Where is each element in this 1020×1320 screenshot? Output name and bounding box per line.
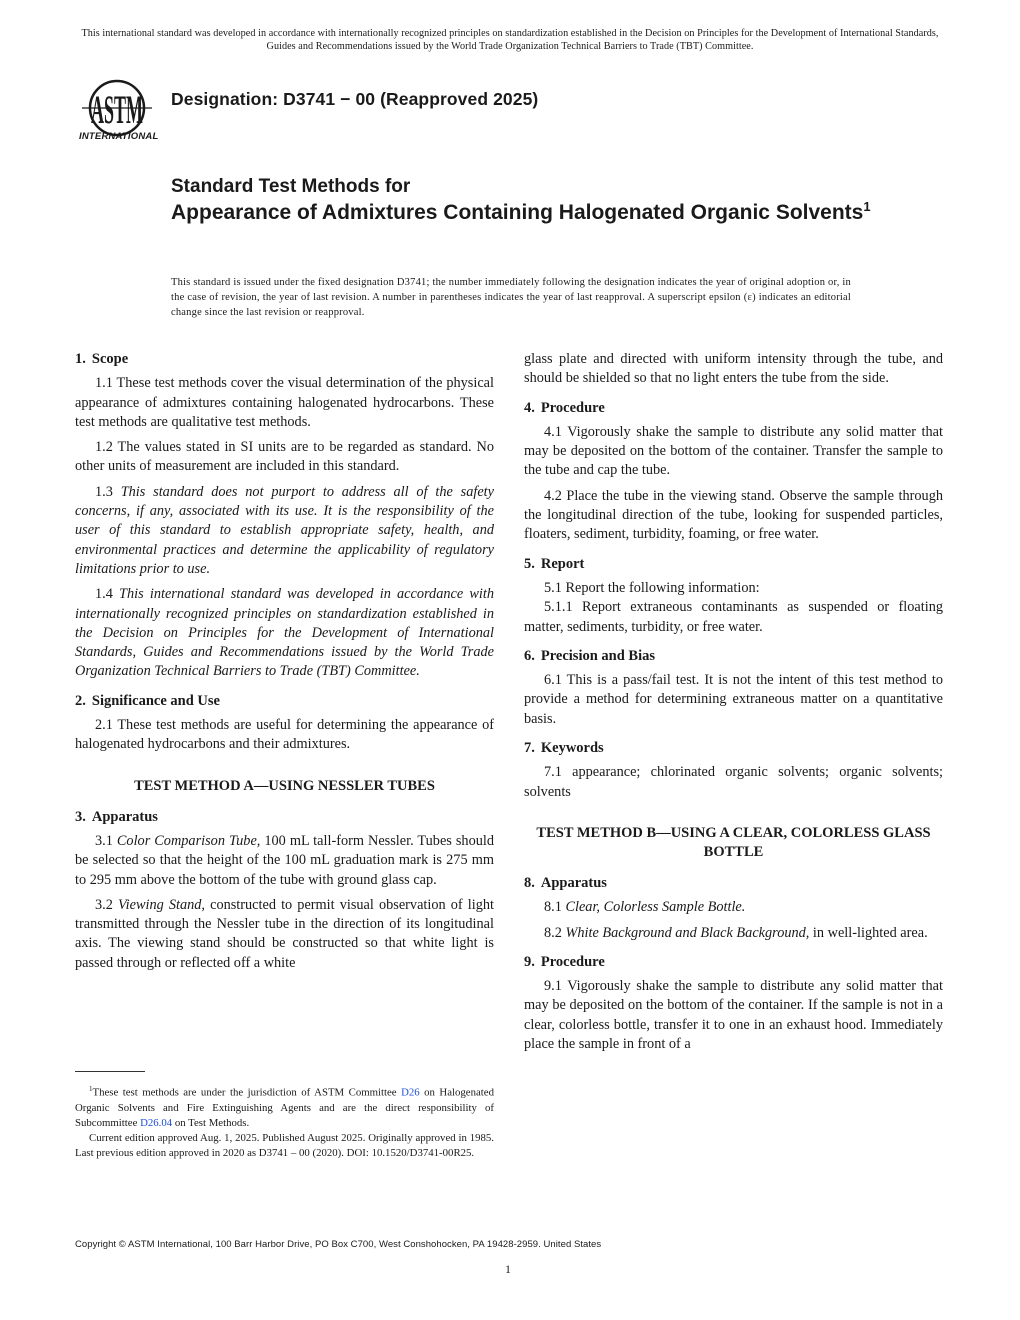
paragraph-9-1: 9.1 Vigorously shake the sample to distribute any solid matter that may be deposited on the bottom of the container. If the sample is not in a clear, colorless bottle, transfer it to one in an exhaust hood. Immediately place the sample in front of a — [524, 978, 943, 1053]
designation: Designation: D3741 − 00 (Reapproved 2025) — [171, 89, 539, 109]
section-title: Apparatus — [91, 808, 158, 825]
section-heading-report — [524, 555, 943, 574]
title-main-text: Appearance of Admixtures Containing Halogenated Organic Solvents — [171, 201, 864, 224]
footnote-edition: Current edition approved Aug. 1, 2025. Published August 2025. Originally approved in 1985. Last previous edition approved in 2020 as D3741 – 00 (2020). DOI: 10.1520/D3741-00R25. — [75, 1131, 494, 1159]
footnote-1 — [75, 1082, 494, 1131]
section-number: 5. — [524, 555, 535, 572]
section-heading-apparatus — [75, 808, 494, 827]
section-title: Apparatus — [540, 874, 607, 891]
para-number: 3.1 — [95, 832, 117, 849]
para-number: 8.1 — [544, 899, 566, 916]
paragraph-3-2-continued: glass plate and directed with uniform intensity through the tube, and should be shielded so that no light enters the tube from the side. — [524, 351, 943, 387]
footnote-text: on Halogenated Organic Solvents and Fire Extinguishing Agents and are the direct responsibility of Subcommittee — [75, 1086, 494, 1129]
right-column — [524, 350, 943, 1060]
paragraph-1-1: 1.1 These test methods cover the visual determination of the physical appearance of admixtures containing halogenated hydrocarbons. These test methods are qualitative test methods. — [75, 375, 494, 430]
section-number: 8. — [524, 874, 535, 891]
para-italic-term: Clear, Colorless Sample Bottle. — [565, 899, 746, 916]
section-number: 7. — [524, 740, 535, 757]
paragraph-1-4 — [75, 585, 494, 681]
title-footnote-mark: 1 — [863, 199, 871, 214]
subcommittee-link[interactable]: D26.04 — [140, 1116, 173, 1129]
issue-note: This standard is issued under the fixed designation D3741; the number immediately following the designation indicates the year of original adoption or, in the case of revision, the year of last revision. A number in parentheses indicates the year of last reapproval. A superscript epsilon (ε) indicates an editorial change since the last revision or reapproval. — [171, 277, 851, 318]
para-text: in well-lighted area. — [809, 924, 928, 941]
section-number: 2. — [75, 692, 86, 709]
copyright: Copyright © ASTM International, 100 Barr Harbor Drive, PO Box C700, West Conshohocken, PA 19428-2959. United States — [75, 1239, 602, 1250]
left-column — [75, 350, 494, 979]
method-a-heading: TEST METHOD A—USING NESSLER TUBES — [134, 777, 435, 794]
para-number: 8.2 — [544, 924, 566, 941]
paragraph-1-2: 1.2 The values stated in SI units are to be regarded as standard. No other units of measurement are included in this standard. — [75, 439, 494, 475]
para-italic-text: This standard does not purport to address all of the safety concerns, if any, associated with its use. It is the responsibility of the user of this standard to establish appropriate safety, health, and environmental practices and determine the applicability of regulatory limitations prior to use. — [75, 483, 494, 577]
paragraph-8-1 — [524, 898, 943, 917]
logo-letters: ASTM — [91, 86, 143, 132]
section-title: Precision and Bias — [540, 647, 656, 664]
section-heading-keywords — [524, 739, 943, 758]
section-title: Scope — [91, 351, 129, 367]
section-heading-procedure-b — [524, 953, 943, 972]
paragraph-3-1 — [75, 832, 494, 890]
section-heading-procedure — [524, 399, 943, 418]
section-heading-scope — [75, 350, 494, 369]
section-title: Significance and Use — [91, 692, 220, 709]
paragraph-3-2 — [75, 896, 494, 973]
section-number: 4. — [524, 399, 535, 416]
top-notice: This international standard was developed in accordance with internationally recognized principles on standardization established in the Decision on Principles for the Development of International Standards, Guides and Recommendations issued by the World Trade Organization Technical Barriers to Trade (TBT) Committee. — [81, 28, 939, 52]
paragraph-4-1: 4.1 Vigorously shake the sample to distribute any solid matter that may be deposited on the bottom of the container. Transfer the sample to the tube and cap the tube. — [524, 423, 943, 479]
page-title — [171, 200, 891, 225]
section-title: Procedure — [540, 399, 605, 416]
paragraph-5-1: 5.1 Report the following information: — [544, 579, 760, 596]
paragraph-7-1: 7.1 appearance; chlorinated organic solvents; organic solvents; solvents — [524, 764, 943, 800]
para-text: constructed to permit visual observation of light transmitted through the Nessler tube in the direction of its longitudinal axis. The viewing stand should be constructed so that white light is passed through or reflected off a white — [75, 896, 494, 971]
section-number: 1. — [75, 351, 86, 367]
logo-caption: INTERNATIONAL — [79, 131, 159, 142]
section-heading-precision — [524, 647, 943, 666]
para-italic-text: This international standard was developed in accordance with internationally recognized principles on standardization established in the Decision on Principles for the Development of International Standards, Guides and Recommendations issued by the World Trade Organization Technical Barriers to Trade (TBT) Committee. — [75, 586, 494, 680]
para-number: 3.2 — [95, 896, 118, 913]
section-number: 3. — [75, 808, 86, 825]
section-number: 6. — [524, 647, 535, 664]
paragraph-1-3 — [75, 483, 494, 579]
committee-link[interactable]: D26 — [401, 1086, 420, 1099]
para-italic-term: White Background and Black Background, — [565, 924, 810, 941]
para-italic-term: Color Comparison Tube, — [116, 832, 261, 849]
footnote-text: on Test Methods. — [172, 1116, 250, 1129]
paragraph-8-2 — [524, 924, 943, 943]
para-number: 1.3 — [95, 483, 121, 500]
page-number: 1 — [505, 1262, 511, 1276]
section-heading-apparatus-b — [524, 874, 943, 893]
paragraph-4-2: 4.2 Place the tube in the viewing stand. Observe the sample through the longitudinal direction of the tube, looking for suspended particles, floaters, sediment, turbidity, foaming, or free water. — [524, 487, 943, 543]
section-title: Report — [540, 555, 585, 572]
section-number: 9. — [524, 953, 535, 970]
title-pre: Standard Test Methods for — [171, 176, 411, 197]
footnote-divider — [75, 1071, 145, 1072]
section-title: Procedure — [540, 953, 605, 970]
para-number: 1.4 — [95, 586, 120, 603]
section-heading-significance — [75, 692, 494, 711]
footnotes — [75, 1082, 494, 1161]
para-text: 100 mL tall-form Nessler. Tubes should be selected so that the height of the 100 mL graduation mark is 275 mm to 295 mm above the bottom of the tube with ground glass cap. — [75, 832, 494, 888]
paragraph-2-1: 2.1 These test methods are useful for determining the appearance of halogenated hydrocarbons and their admixtures. — [75, 717, 494, 753]
method-b-heading: TEST METHOD B—USING A CLEAR, COLORLESS GLASS BOTTLE — [536, 824, 931, 860]
paragraph-5-1-1: 5.1.1 Report extraneous contaminants as suspended or floating matter, sediments, turbidity, or free water. — [524, 599, 943, 635]
para-italic-term: Viewing Stand, — [117, 896, 205, 913]
footnote-text: These test methods are under the jurisdiction of ASTM Committee — [92, 1086, 402, 1099]
section-title: Keywords — [540, 740, 604, 757]
paragraph-6-1: 6.1 This is a pass/fail test. It is not the intent of this test method to provide a method for determining extraneous matter on a quantitative basis. — [524, 672, 943, 727]
footnote-mark: 1 — [89, 1085, 93, 1093]
